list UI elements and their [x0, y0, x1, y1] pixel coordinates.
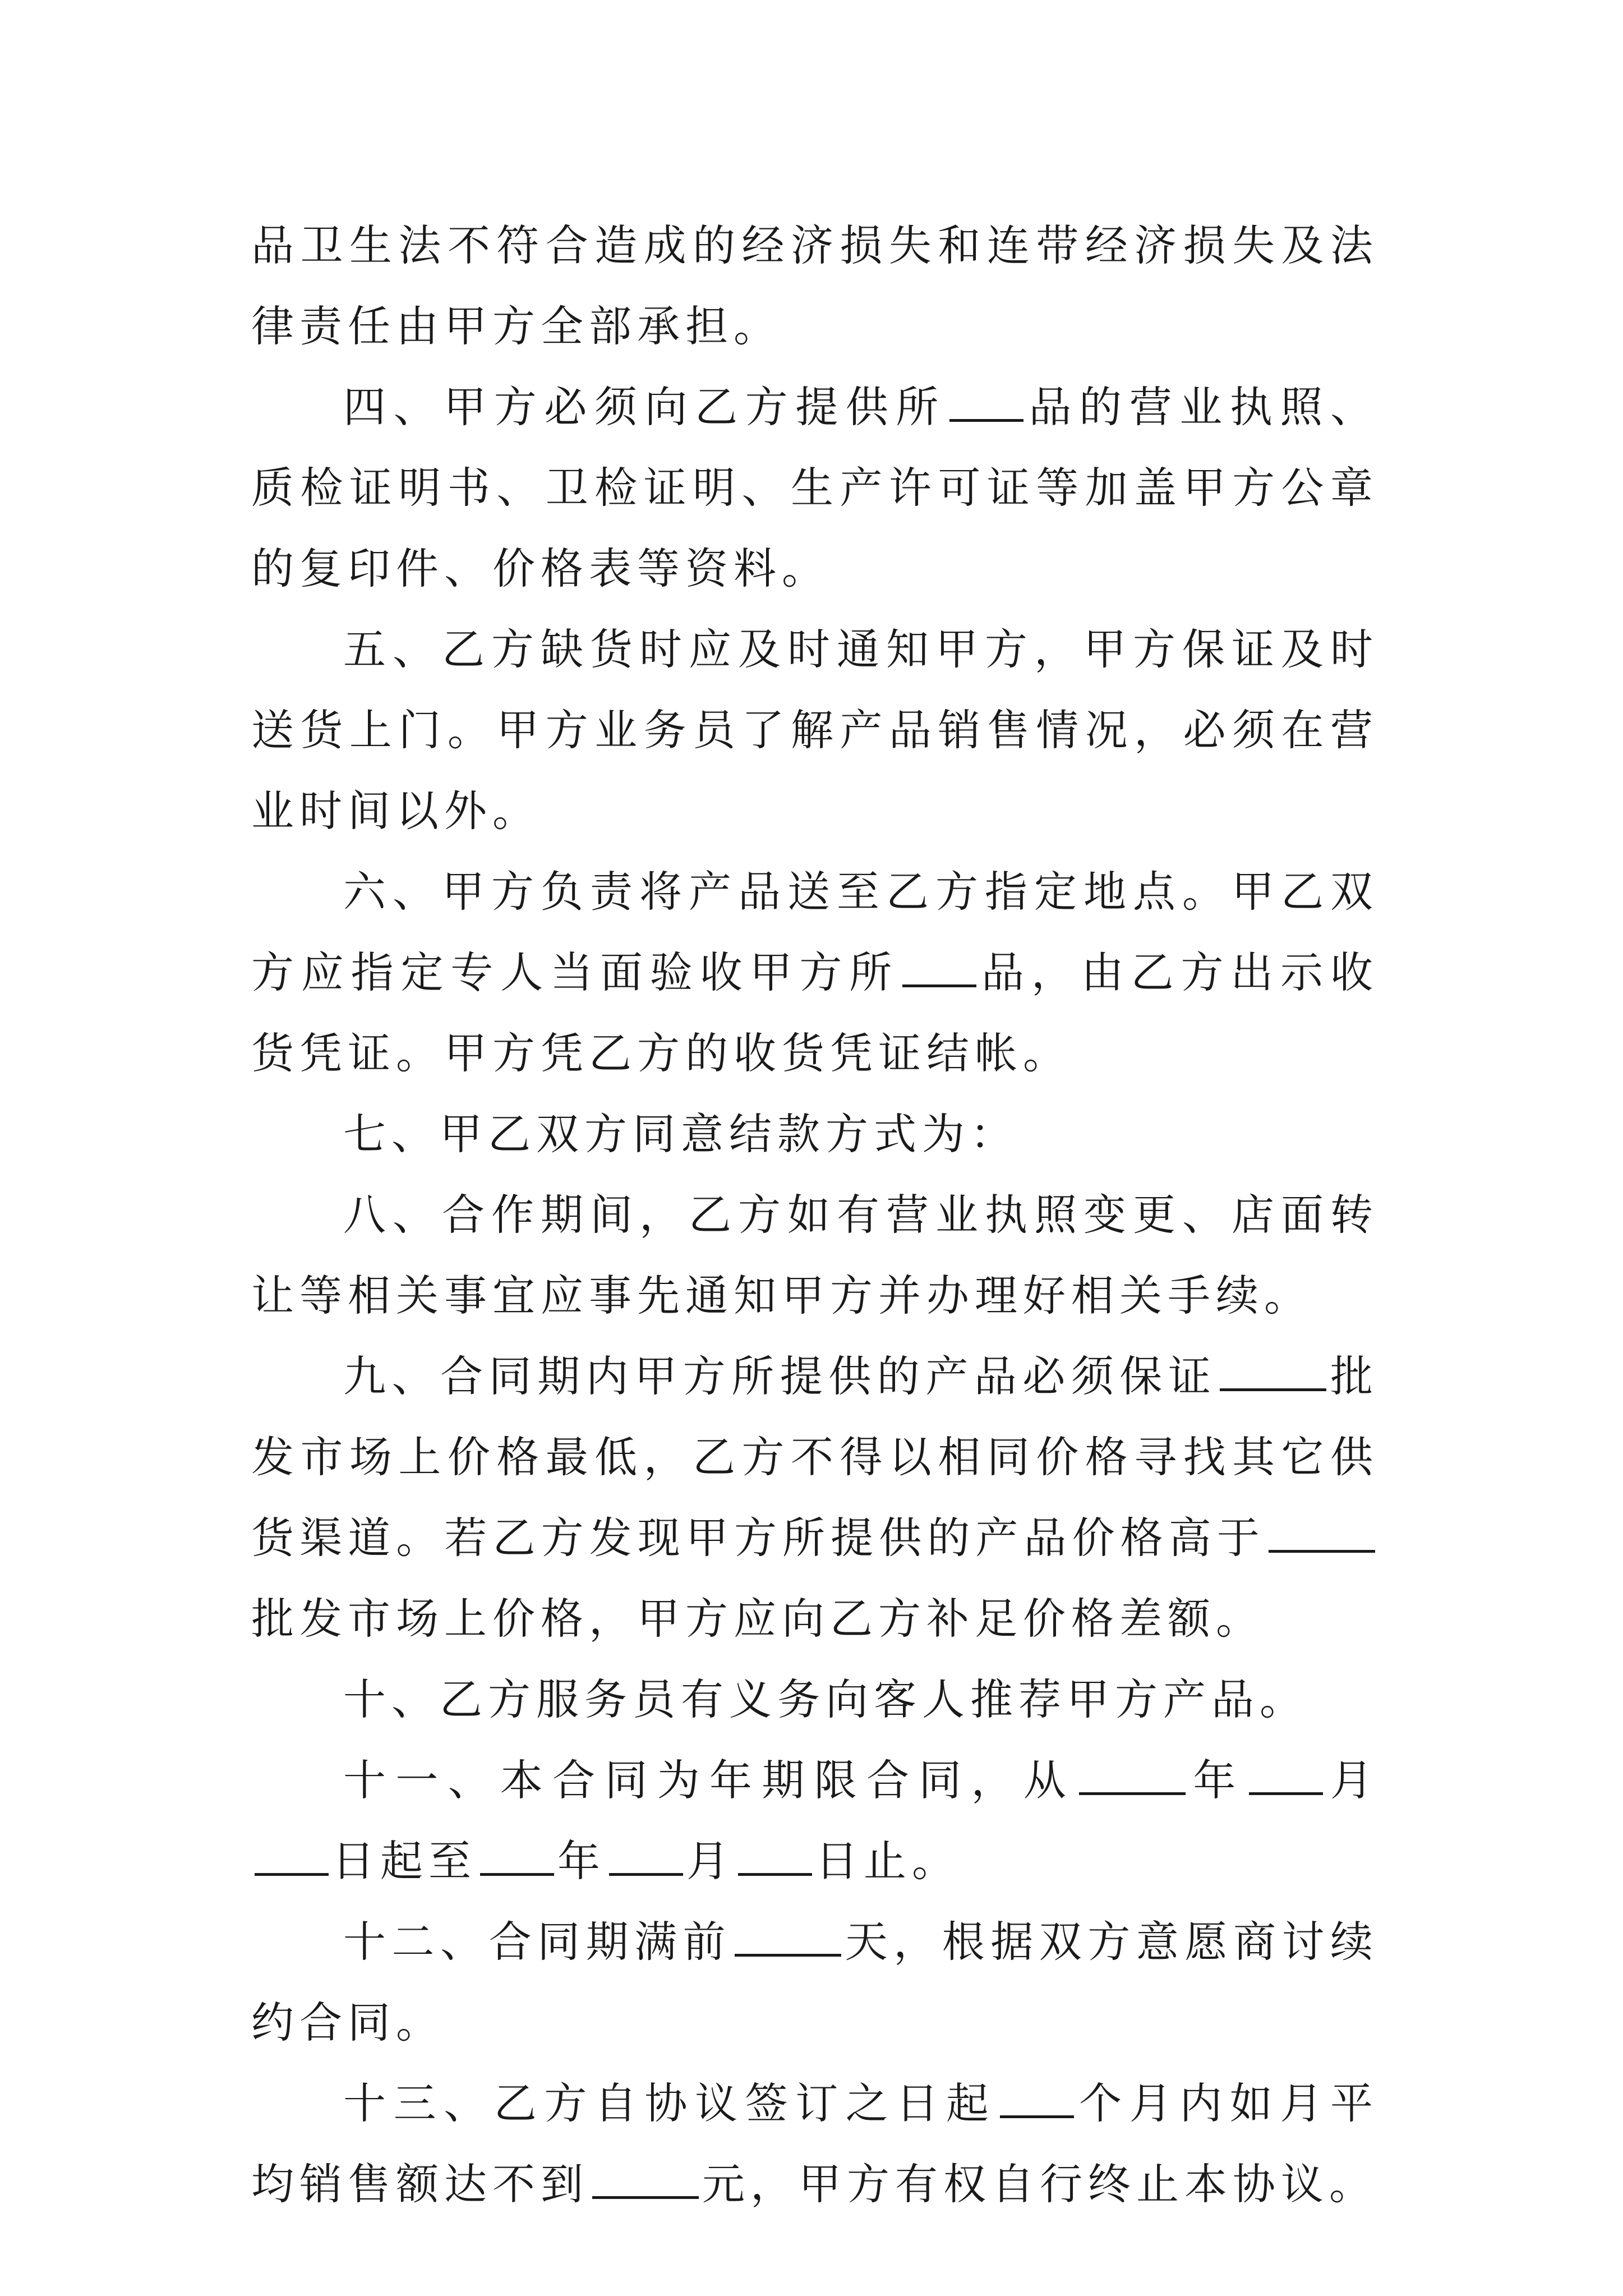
paragraph-text: 十、乙方服务员有义务向客人推荐甲方产品。 [343, 1674, 1308, 1724]
paragraph-text: 批发市场上价格最低，乙方不得以相同价格寻找其它供货渠道。若乙方发现甲方所提供的产品价格高于 [251, 1351, 1379, 1563]
paragraph-text: 七、甲乙双方同意结款方式为： [343, 1109, 1018, 1159]
paragraph-clause-11 [251, 1740, 1378, 1902]
paragraph-text: 个月内如月平均销售额达不到 [251, 2078, 1379, 2209]
paragraph-text: 月 [686, 1836, 735, 1886]
fill-in-blank [1249, 1754, 1323, 1795]
paragraph-text: 月 [1326, 1755, 1379, 1805]
fill-in-blank [1269, 1512, 1375, 1553]
paragraph-clause-9 [251, 1336, 1378, 1659]
fill-in-blank [592, 2158, 699, 2199]
fill-in-blank [480, 1835, 554, 1876]
fill-in-blank [902, 946, 976, 987]
paragraph-clause-7 [251, 1094, 1378, 1175]
fill-in-blank [255, 1835, 329, 1876]
paragraph-clause-13 [251, 2063, 1378, 2225]
paragraph-text: 年 [557, 1836, 606, 1886]
paragraph-text: 八、合作期间，乙方如有营业执照变更、店面转让等相关事宜应事先通知甲方并办理好相关手续。 [251, 1190, 1378, 1320]
paragraph-clause-5 [251, 609, 1378, 852]
paragraph-text: 日起至 [332, 1836, 477, 1886]
fill-in-blank [609, 1835, 683, 1876]
paragraph-continuation [251, 205, 1378, 367]
paragraph-clause-8 [251, 1175, 1378, 1336]
paragraph-text: 十三、乙方自协议签订之日起 [343, 2078, 997, 2128]
paragraph-text: 日止。 [815, 1836, 960, 1886]
paragraph-text: 品卫生法不符合造成的经济损失和连带经济损失及法律责任由甲方全部承担。 [251, 220, 1378, 351]
paragraph-clause-6 [251, 852, 1378, 1094]
paragraph-text: 九、合同期内甲方所提供的产品必须保证 [343, 1351, 1217, 1401]
paragraph-text: 品，由乙方出示收货凭证。甲方凭乙方的收货凭证结帐。 [251, 947, 1379, 1078]
fill-in-blank [1220, 1350, 1326, 1391]
paragraph-text: 十一、本合同为年期限合同，从 [343, 1755, 1076, 1805]
paragraph-clause-12 [251, 1902, 1378, 2063]
paragraph-text: 四、甲方必须向乙方提供所 [343, 382, 946, 432]
fill-in-blank [949, 381, 1023, 422]
paragraph-text: 批发市场上价格，甲方应向乙方补足价格差额。 [251, 1594, 1264, 1644]
fill-in-blank [738, 1835, 812, 1876]
paragraph-text: 五、乙方缺货时应及时通知甲方，甲方保证及时送货上门。甲方业务员了解产品销售情况，必须在营业时间以外。 [251, 624, 1378, 836]
fill-in-blank [735, 1916, 841, 1957]
paragraph-text: 年 [1189, 1755, 1246, 1805]
paragraph-text: 天，根据双方意愿商讨续约合同。 [251, 1917, 1379, 2047]
paragraph-text: 六、甲方负责将产品送至乙方指定地点。甲乙双方应指定专人当面验收甲方所 [251, 867, 1378, 997]
paragraph-clause-4 [251, 367, 1378, 609]
paragraph-clause-10 [251, 1659, 1378, 1740]
contract-body [251, 205, 1378, 2225]
paragraph-text: 元，甲方有权自行终止本协议。 [702, 2159, 1377, 2209]
paragraph-text: 品的营业执照、质检证明书、卫检证明、生产许可证等加盖甲方公章的复印件、价格表等资料。 [251, 382, 1379, 593]
fill-in-blank [1000, 2077, 1074, 2118]
paragraph-text: 十二、合同期满前 [343, 1917, 732, 1967]
fill-in-blank [1079, 1754, 1186, 1795]
